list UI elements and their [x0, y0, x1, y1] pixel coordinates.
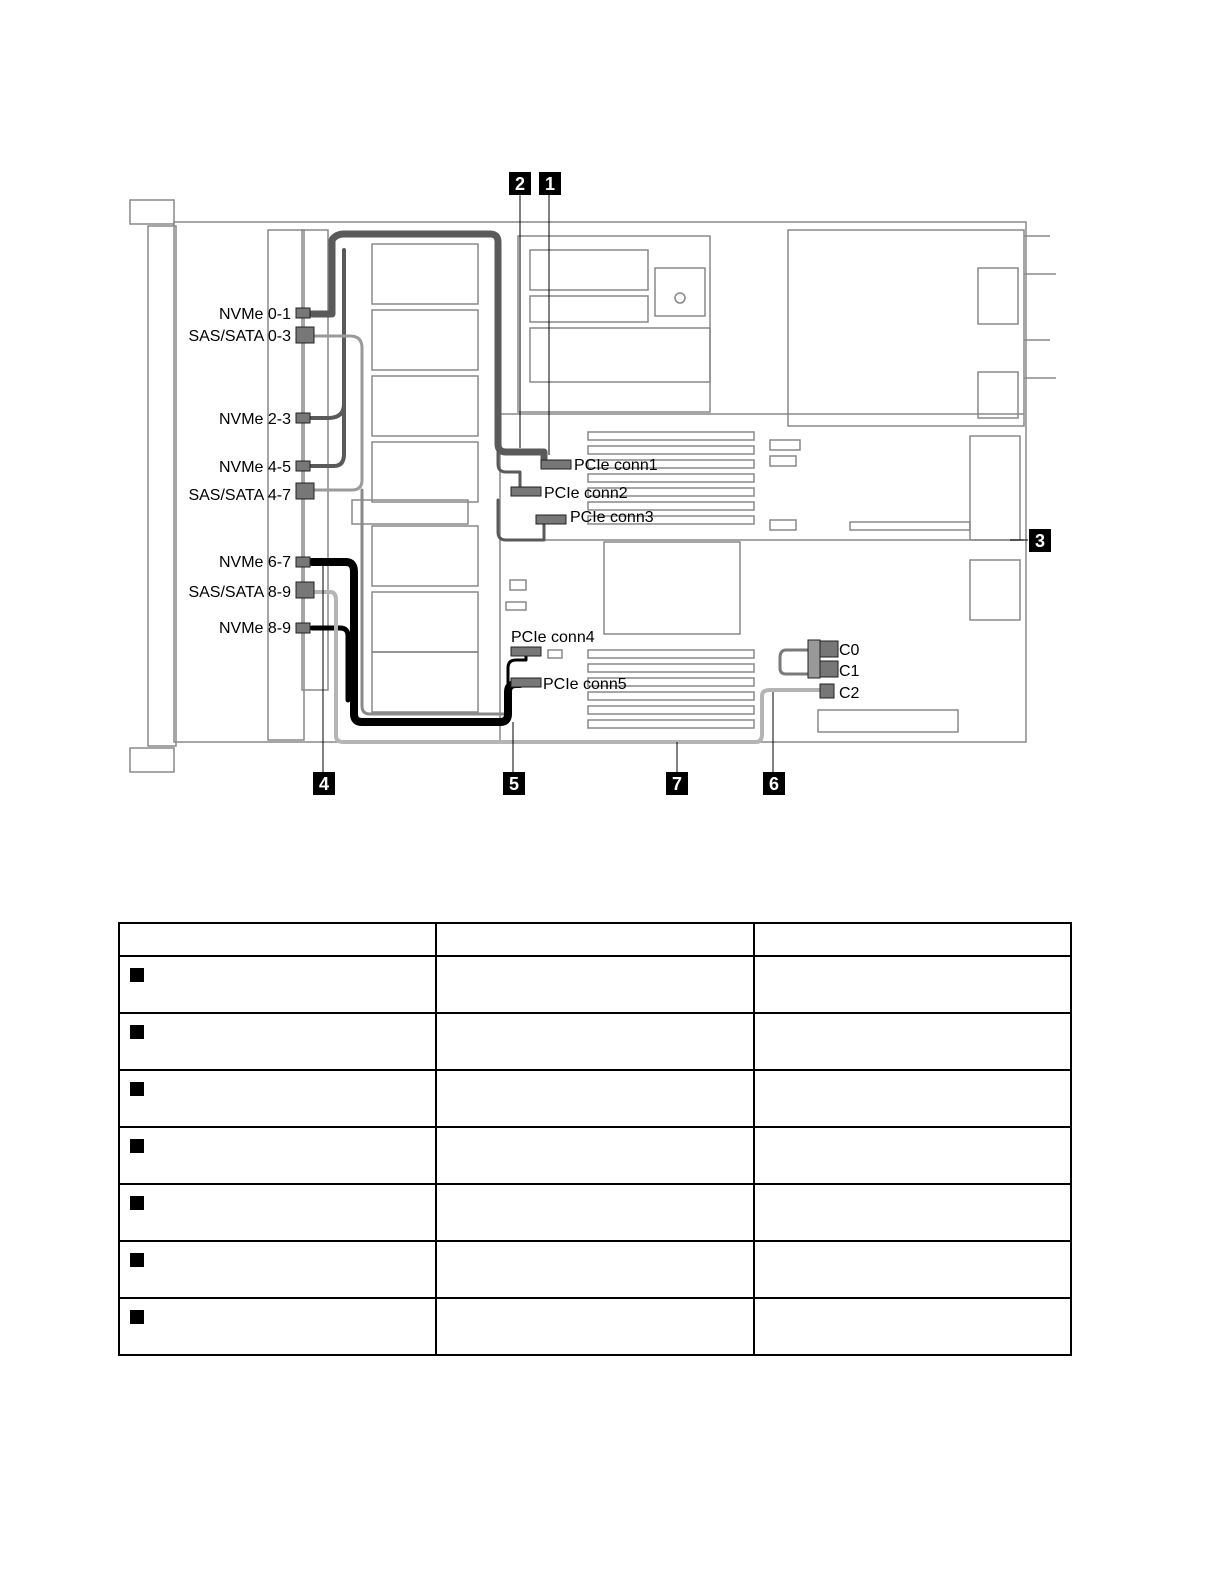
cable-c0-c1	[780, 650, 808, 674]
table-row	[119, 1013, 1071, 1070]
table-cell-callout	[119, 1241, 436, 1298]
table-cell	[436, 1127, 753, 1184]
table-row	[119, 1127, 1071, 1184]
svg-text:3: 3	[1034, 531, 1046, 551]
label-sas-sata-0-3: SAS/SATA 0-3	[188, 328, 291, 345]
label-nvme-0-1: NVMe 0-1	[218, 306, 291, 323]
svg-text:1: 1	[544, 174, 556, 194]
table-cell-callout	[119, 1184, 436, 1241]
table-cell	[754, 1127, 1071, 1184]
connector-labels	[188, 306, 859, 702]
connector-nvme-6-7	[296, 557, 310, 567]
table-cell	[754, 1070, 1071, 1127]
connector-pcie-conn4	[511, 647, 541, 656]
callout-square-icon	[130, 1310, 144, 1324]
svg-text:2: 2	[514, 174, 526, 194]
table-cell	[754, 956, 1071, 1013]
table-header-cell	[754, 923, 1071, 956]
label-pcie-conn2: PCIe conn2	[544, 485, 628, 502]
cable-nvme-4-5	[310, 300, 344, 466]
table-cell-callout	[119, 1298, 436, 1355]
callout-3	[1029, 529, 1051, 552]
connector-nvme-0-1	[296, 308, 310, 318]
table-row	[119, 1184, 1071, 1241]
cable-nvme-2-5	[310, 250, 344, 418]
svg-text:4: 4	[318, 774, 330, 794]
label-pcie-conn3: PCIe conn3	[570, 509, 654, 526]
table-header-row	[119, 923, 1071, 956]
connector-nvme-4-5	[296, 461, 310, 471]
label-nvme-8-9: NVMe 8-9	[218, 620, 291, 637]
label-pcie-conn1: PCIe conn1	[574, 457, 658, 474]
connector-c0	[820, 641, 838, 657]
callout-5	[503, 772, 525, 795]
connector-nvme-2-3	[296, 413, 310, 423]
callouts	[313, 172, 1051, 795]
label-c2: C2	[839, 685, 860, 702]
callout-square-icon	[130, 1082, 144, 1096]
callout-square-icon	[130, 1253, 144, 1267]
table-cell	[436, 1013, 753, 1070]
svg-text:7: 7	[671, 774, 683, 794]
table-row	[119, 1070, 1071, 1127]
connector-sas-sata-4-7	[296, 483, 314, 499]
label-nvme-6-7: NVMe 6-7	[218, 554, 291, 571]
label-c0: C0	[839, 642, 860, 659]
connector-c0-c1-housing	[808, 640, 820, 678]
connector-pcie-conn3	[536, 515, 566, 524]
table-row	[119, 1298, 1071, 1355]
table-cell	[754, 1013, 1071, 1070]
callout-square-icon	[130, 968, 144, 982]
table-cell	[754, 1184, 1071, 1241]
table-header-cell	[436, 923, 753, 956]
callout-4	[313, 772, 335, 795]
callout-6	[763, 772, 785, 795]
connector-pcie-conn1	[541, 460, 571, 469]
label-pcie-conn5: PCIe conn5	[543, 676, 627, 693]
svg-text:5: 5	[508, 774, 520, 794]
table-cell	[754, 1241, 1071, 1298]
connector-c2	[820, 684, 834, 698]
table-cell	[436, 1184, 753, 1241]
table-cell	[754, 1298, 1071, 1355]
callout-7	[666, 772, 688, 795]
table-cell-callout	[119, 1013, 436, 1070]
connector-sas-sata-0-3	[296, 327, 314, 343]
table-cell-callout	[119, 1070, 436, 1127]
table-header-cell	[119, 923, 436, 956]
callout-1	[539, 172, 561, 195]
callout-square-icon	[130, 1139, 144, 1153]
label-nvme-4-5: NVMe 4-5	[218, 459, 291, 476]
connector-nvme-8-9	[296, 623, 310, 633]
table-cell	[436, 956, 753, 1013]
callout-square-icon	[130, 1025, 144, 1039]
connector-pcie-conn5	[511, 678, 541, 687]
label-sas-sata-8-9: SAS/SATA 8-9	[188, 584, 291, 601]
label-sas-sata-4-7: SAS/SATA 4-7	[188, 487, 291, 504]
table-row	[119, 1241, 1071, 1298]
table-cell	[436, 1298, 753, 1355]
svg-text:6: 6	[768, 774, 780, 794]
callout-square-icon	[130, 1196, 144, 1210]
label-pcie-conn4: PCIe conn4	[511, 629, 595, 646]
table-cell-callout	[119, 1127, 436, 1184]
connector-c1	[820, 661, 838, 677]
cable-table	[118, 922, 1072, 1356]
table-cell	[436, 1241, 753, 1298]
table-row	[119, 956, 1071, 1013]
table-cell	[436, 1070, 753, 1127]
connector-pcie-conn2	[511, 487, 541, 496]
connector-sas-sata-8-9	[296, 582, 314, 598]
cable-nvme-8-9	[312, 628, 348, 700]
label-nvme-2-3: NVMe 2-3	[218, 411, 291, 428]
table-cell-callout	[119, 956, 436, 1013]
callout-2	[509, 172, 531, 195]
label-c1: C1	[839, 663, 860, 680]
